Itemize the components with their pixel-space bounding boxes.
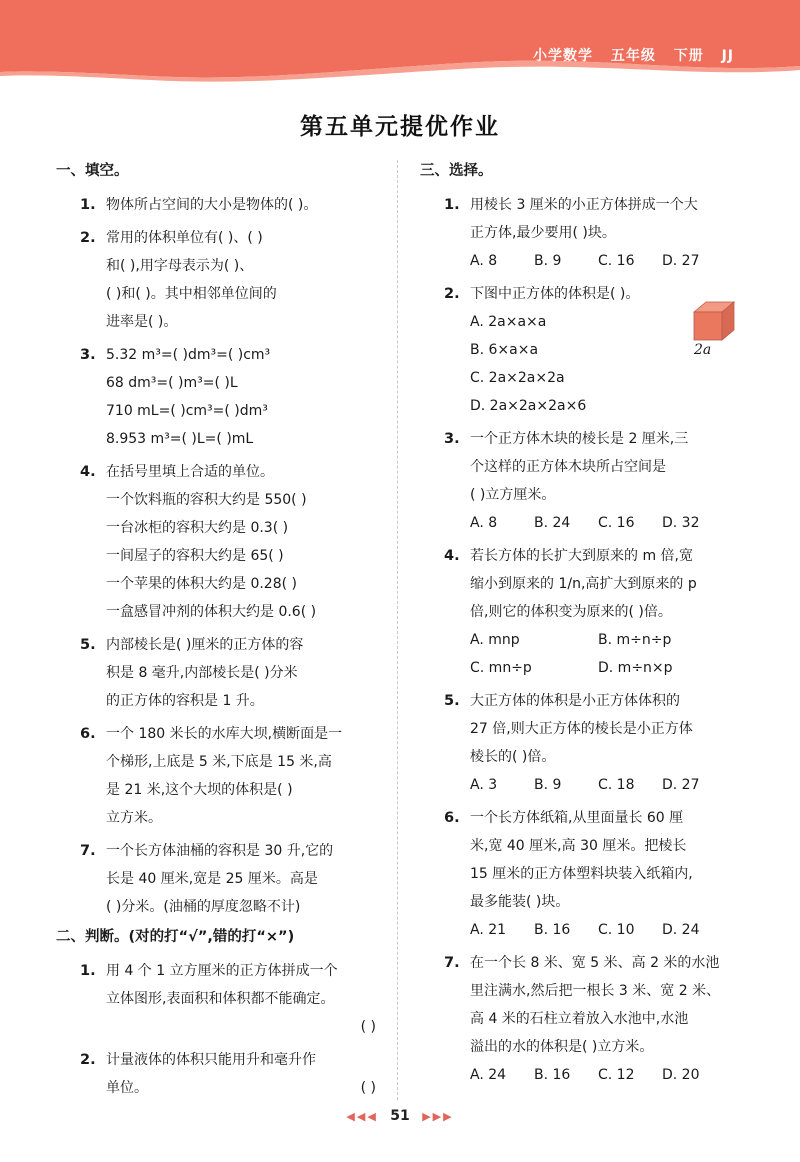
choice-options-6: A. 21 B. 16 C. 10 D. 24 — [470, 922, 700, 938]
fill-question-3: 3. 5.32 m³=( )dm³=( )cm³ 68 dm³=( )m³=( )L 710 mL=( )cm³=( )dm³ 8.953 m³=( )L=( )mL — [80, 347, 271, 447]
choice-options-4b: C. mn÷p D. m÷n×p — [470, 660, 673, 676]
choice-question-7: 7. 在一个长 8 米、宽 5 米、高 2 米的水池 里注满水,然后把一根长 3 米、宽 2 米、 高 4 米的石柱立着放入水池中,水池 溢出的水的体积是( )立方米。 A. 24 B. 16 C. 12 D. 20 — [420, 949, 740, 1089]
header-volume: 下册 — [673, 48, 704, 64]
fill-question-5: 5. 内部棱长是( )厘米的正方体的容 积是 8 毫升,内部棱长是( )分米 的正方体的容积是 1 升。 — [80, 637, 304, 709]
judge-question-2: 2. 计量液体的体积只能用升和毫升作 单位。 ( ) — [56, 1046, 376, 1102]
header-subject: 小学数学 — [532, 48, 593, 64]
judge-question-1: 1. 用 4 个 1 立方厘米的正方体拼成一个 立体图形,表面积和体积都不能确定。 ( ) — [56, 957, 376, 1041]
fill-question-6: 6. 一个 180 米长的水库大坝,横断面是一 个梯形,上底是 5 米,下底是 15 米,高 是 21 米,这个大坝的体积是( ) 立方米。 — [80, 726, 343, 826]
fill-question-2: 2. 常用的体积单位有( )、( ) 和( ),用字母表示为( )、 ( )和( )。其中相邻单位间的 进率是( )。 — [80, 230, 277, 330]
choice-question-6: 6. 一个长方体纸箱,从里面量长 60 厘 米,宽 40 厘米,高 30 厘米。把棱长 15 厘米的正方体塑料块装入纸箱内, 最多能装( )块。 A. 21 B. 16 C. 10 D. 24 — [420, 804, 740, 944]
choice-question-2: 2. 下图中正方体的体积是( )。 A. 2a×a×a B. 6×a×a C. 2a×2a×2a D. 2a×2a×2a×6 — [444, 286, 640, 414]
fill-question-7: 7. 一个长方体油桶的容积是 30 升,它的 长是 40 厘米,宽是 25 厘米。高是 ( )分米。(油桶的厚度忽略不计) — [80, 843, 334, 915]
next-arrows-icon: ▶▶▶ — [422, 1110, 454, 1123]
page-title: 第五单元提优作业 — [300, 114, 500, 140]
choice-question-4: 4. 若长方体的长扩大到原来的 m 倍,宽 缩小到原来的 1/n,高扩大到原来的 p 倍,则它的体积变为原来的( )倍。 A. mnp B. m÷n÷p C. mn÷p D. m÷n×p — [420, 542, 740, 682]
page-footer — [0, 1108, 800, 1124]
fill-question-4: 4. 在括号里填上合适的单位。 一个饮料瓶的容积大约是 550( ) 一台冰柜的容积大约是 0.3( ) 一间屋子的容积大约是 65( ) 一个苹果的体积大约是 0.28( ) 一盒感冒冲剂的体积大约是 0.6( ) — [80, 464, 317, 620]
header-band — [0, 0, 800, 86]
page-number: 51 — [390, 1108, 410, 1124]
choice-question-5: 5. 大正方体的体积是小正方体体积的 27 倍,则大正方体的棱长是小正方体 棱长的( )倍。 A. 3 B. 9 C. 18 D. 27 — [420, 687, 740, 799]
section-choice-title: 三、选择。 — [420, 163, 493, 179]
choice-question-1: 1. 用棱长 3 厘米的小正方体拼成一个大 正方体,最少要用( )块。 A. 8 B. 9 C. 16 D. 27 — [420, 191, 740, 275]
choice-options-3: A. 8 B. 24 C. 16 D. 32 — [470, 515, 700, 531]
header-edition: JJ — [721, 48, 734, 64]
judge-answer-2[interactable]: ( ) — [360, 1080, 376, 1096]
choice-options-7: A. 24 B. 16 C. 12 D. 20 — [470, 1067, 700, 1083]
cube-figure — [690, 300, 738, 348]
cube-icon — [690, 300, 738, 344]
choice-options-5: A. 3 B. 9 C. 18 D. 27 — [470, 777, 700, 793]
choice-options-4a: A. mnp B. m÷n÷p — [470, 632, 672, 648]
column-divider — [397, 160, 398, 1100]
section-fill-blank-title: 一、填空。 — [56, 163, 129, 179]
left-column — [56, 160, 376, 1107]
section-judge-title: 二、判断。(对的打“√”,错的打“×”) — [56, 929, 295, 945]
header-info — [521, 45, 734, 65]
header-grade: 五年级 — [610, 48, 656, 64]
judge-answer-1[interactable]: ( ) — [360, 1019, 376, 1035]
cube-edge-label: 2a — [694, 342, 712, 358]
choice-question-3: 3. 一个正方体木块的棱长是 2 厘米,三 个这样的正方体木块所占空间是 ( )立方厘米。 A. 8 B. 24 C. 16 D. 32 — [420, 425, 740, 537]
header-wave — [0, 0, 800, 86]
choice-options-1: A. 8 B. 9 C. 16 D. 27 — [470, 253, 700, 269]
prev-arrows-icon: ◀◀◀ — [346, 1110, 378, 1123]
fill-question-1: 1. 物体所占空间的大小是物体的( )。 — [80, 197, 318, 213]
